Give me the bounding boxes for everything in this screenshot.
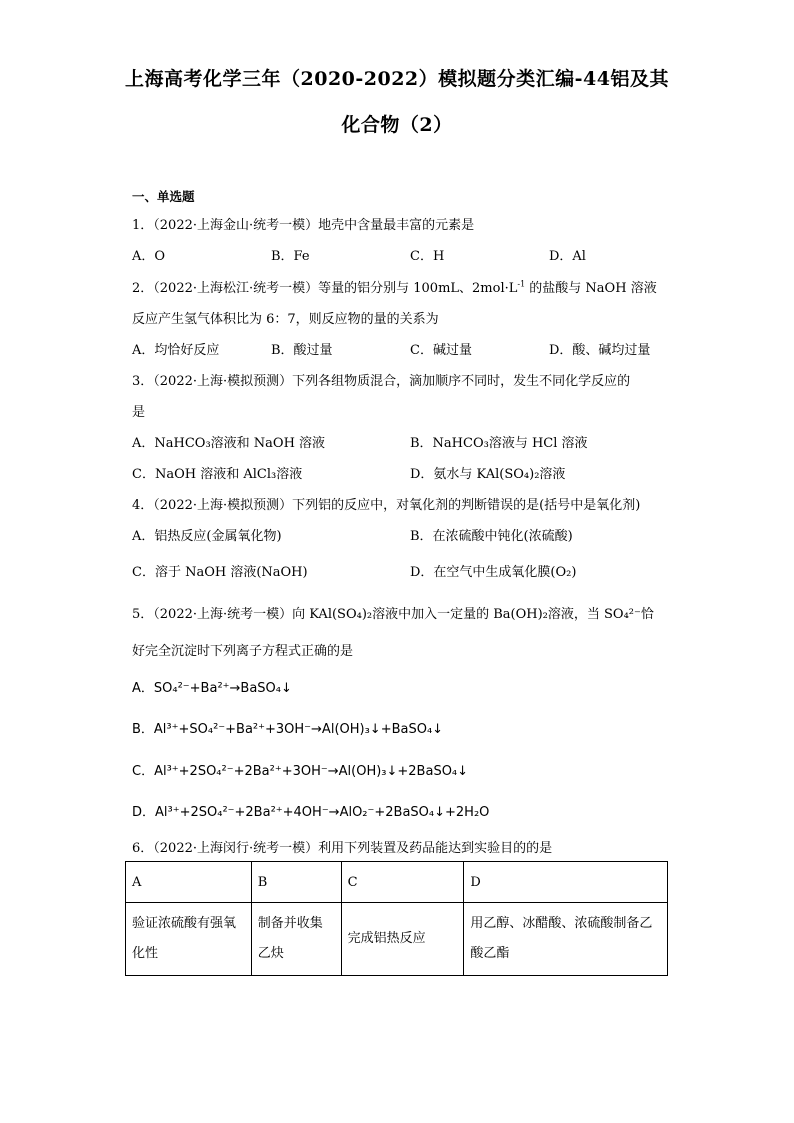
title-line-1: 上海高考化学三年（2020-2022）模拟题分类汇编-44铝及其 (125, 68, 669, 90)
q4-stem: 4．（2022·上海·模拟预测）下列铝的反应中，对氧化剂的判断错误的是(括号中是氧化剂) (132, 498, 641, 513)
q5-stem: 5．（2022·上海·统考一模）向 KAl(SO₄)₂溶液中加入一定量的 Ba(OH)₂溶液，当 SO₄²⁻恰 (132, 607, 654, 622)
table-cell-d: 用乙醇、冰醋酸、浓硫酸制备乙酸乙酯 (464, 903, 668, 976)
table-cell-a: 验证浓硫酸有强氧化性 (126, 903, 252, 976)
title-line-2: 化合物（2） (341, 114, 453, 136)
q4-option-c: C．溶于 NaOH 溶液(NaOH) (132, 565, 308, 580)
q5-option-a: A．SO₄²⁻+Ba²⁺→BaSO₄↓ (132, 681, 292, 696)
q5-option-d: D．Al³⁺+2SO₄²⁻+2Ba²⁺+4OH⁻→AlO₂⁻+2BaSO₄↓+2H₂O (132, 805, 490, 820)
q2-option-c: C．碱过量 (410, 343, 472, 358)
q2-stem (132, 277, 657, 296)
q2-stem-superscript: -1 (517, 279, 526, 289)
table-row (126, 903, 668, 976)
q3-option-d: D．氨水与 KAl(SO₄)₂溶液 (410, 467, 566, 482)
q2-stem-part-2: 的盐酸与 NaOH 溶液 (525, 281, 657, 296)
q2-option-a: A．均恰好反应 (132, 343, 220, 358)
table-header-row (126, 862, 668, 903)
q6-options-table (125, 861, 668, 976)
q3-option-b: B．NaHCO₃溶液与 HCl 溶液 (410, 436, 588, 451)
q1-option-a: A．O (132, 249, 166, 264)
q3-option-c: C．NaOH 溶液和 AlCl₃溶液 (132, 467, 303, 482)
q6-stem: 6．（2022·上海闵行·统考一模）利用下列装置及药品能达到实验目的的是 (132, 841, 553, 856)
table-header-a: A (126, 862, 252, 903)
q1-stem: 1．（2022·上海金山·统考一模）地壳中含量最丰富的元素是 (132, 218, 475, 233)
q3-option-a: A．NaHCO₃溶液和 NaOH 溶液 (132, 436, 326, 451)
q5-option-c: C．Al³⁺+2SO₄²⁻+2Ba²⁺+3OH⁻→Al(OH)₃↓+2BaSO₄↓ (132, 764, 469, 779)
table-cell-c: 完成铝热反应 (341, 903, 464, 976)
q1-option-d: D．Al (549, 249, 586, 264)
table-header-b: B (251, 862, 341, 903)
q4-option-d: D．在空气中生成氧化膜(O₂) (410, 565, 577, 580)
q3-stem: 3．（2022·上海·模拟预测）下列各组物质混合，滴加顺序不同时，发生不同化学反应的 (132, 374, 631, 389)
q1-option-c: C．H (410, 249, 445, 264)
q3-stem-line-2: 是 (132, 405, 146, 420)
q2-stem-line-2: 反应产生氢气体积比为 6：7，则反应物的量的关系为 (132, 312, 439, 327)
section-heading: 一、单选题 (132, 189, 195, 204)
q1-option-b: B．Fe (271, 249, 310, 264)
table-header-d: D (464, 862, 668, 903)
q5-option-b: B．Al³⁺+SO₄²⁻+Ba²⁺+3OH⁻→Al(OH)₃↓+BaSO₄↓ (132, 722, 444, 737)
table-cell-b: 制备并收集乙炔 (251, 903, 341, 976)
table-header-c: C (341, 862, 464, 903)
q5-stem-line-2: 好完全沉淀时下列离子方程式正确的是 (132, 644, 354, 659)
q2-stem-part-1: 2．（2022·上海松江·统考一模）等量的铝分别与 100mL、2mol·L (132, 281, 518, 296)
q2-option-d: D．酸、碱均过量 (549, 343, 651, 358)
q4-option-a: A．铝热反应(金属氧化物) (132, 529, 282, 544)
q4-option-b: B．在浓硫酸中钝化(浓硫酸) (410, 529, 573, 544)
q2-option-b: B．酸过量 (271, 343, 333, 358)
